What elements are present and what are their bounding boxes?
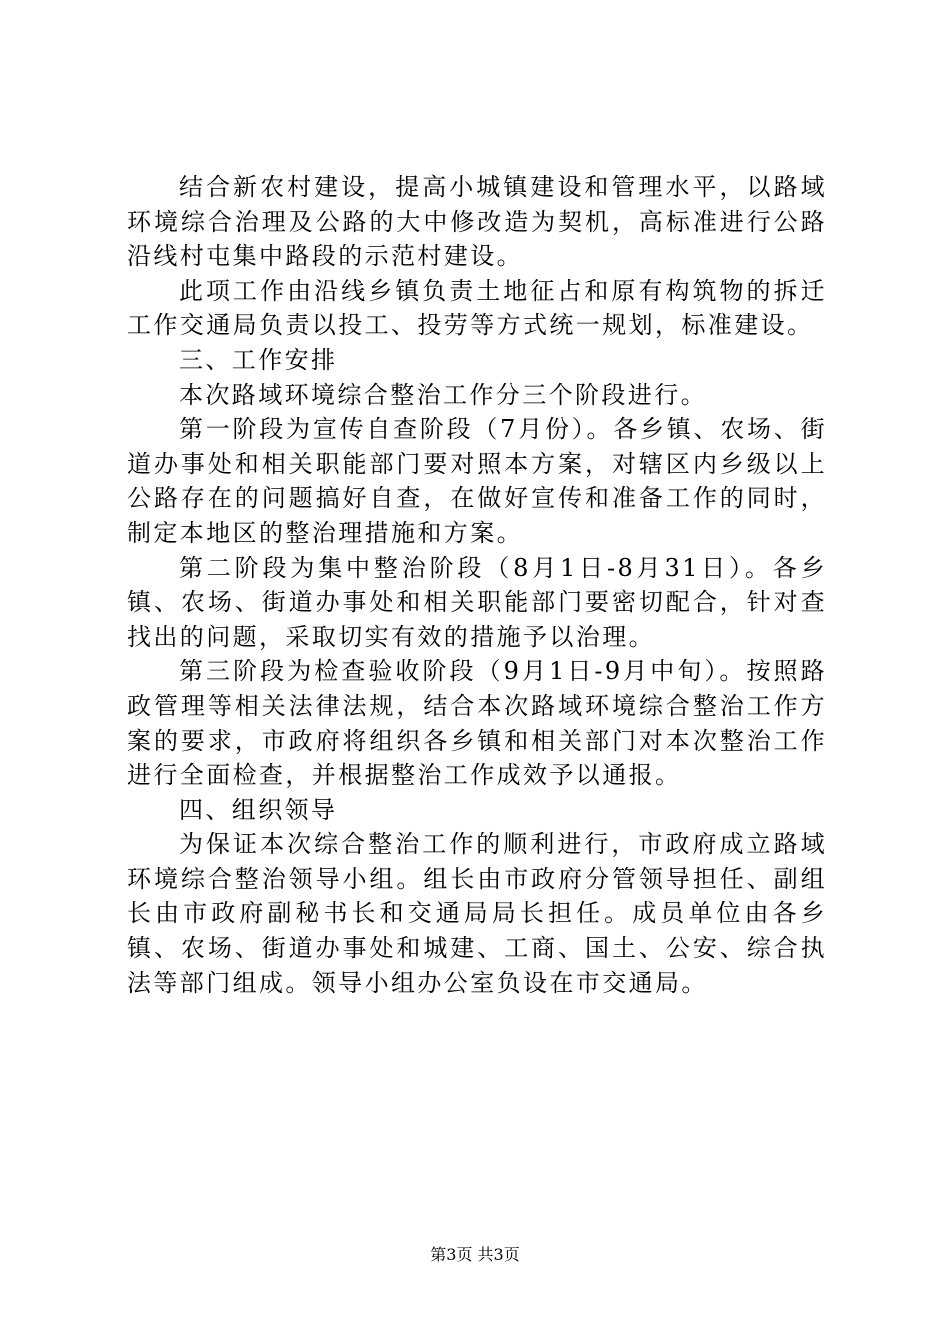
section-heading-work-arrangement: 三、工作安排 [179,345,338,374]
paragraph-three-stages: 本次路域环境综合整治工作分三个阶段进行。 [179,380,707,409]
section-heading-organization: 四、组织领导 [179,795,338,824]
paragraph-stage-one: 第一阶段为宣传自查阶段（7月份）。各乡镇、农场、街道办事处和相关职能部门要对照本方案，对辖区内乡级以上公路存在的问题搞好自查，在做好宣传和准备工作的同时，制定本地区的整治理措施和方案。 [127,415,827,547]
paragraph-stage-three: 第三阶段为检查验收阶段（9月1日-9月中旬）。按照路政管理等相关法律法规，结合本次路域环境综合整治工作方案的要求，市政府将组织各乡镇和相关部门对本次整治工作进行全面检查，并根据整治工作成效予以通报。 [127,657,827,790]
paragraph-leading-group: 为保证本次综合整治工作的顺利进行，市政府成立路域环境综合整治领导小组。组长由市政府分管领导担任、副组长由市政府副秘书长和交通局局长担任。成员单位由各乡镇、农场、街道办事处和城建、工商、国土、公安、综合执法等部门组成。领导小组办公室负设在市交通局。 [127,830,827,997]
paragraph-land-acquisition: 此项工作由沿线乡镇负责土地征占和原有构筑物的拆迁工作交通局负责以投工、投劳等方式统一规划，标准建设。 [127,276,827,340]
document-body [127,170,827,1000]
paragraph-stage-two: 第二阶段为集中整治阶段（8月1日-8月31日）。各乡镇、农场、街道办事处和相关职能部门要密切配合，针对查找出的问题，采取切实有效的措施予以治理。 [127,553,827,651]
page-number-footer: 第3页 共3页 [430,1245,520,1264]
paragraph-demonstration-villages: 结合新农村建设，提高小城镇建设和管理水平，以路域环境综合治理及公路的大中修改造为契机，高标准进行公路沿线村屯集中路段的示范村建设。 [127,173,827,271]
